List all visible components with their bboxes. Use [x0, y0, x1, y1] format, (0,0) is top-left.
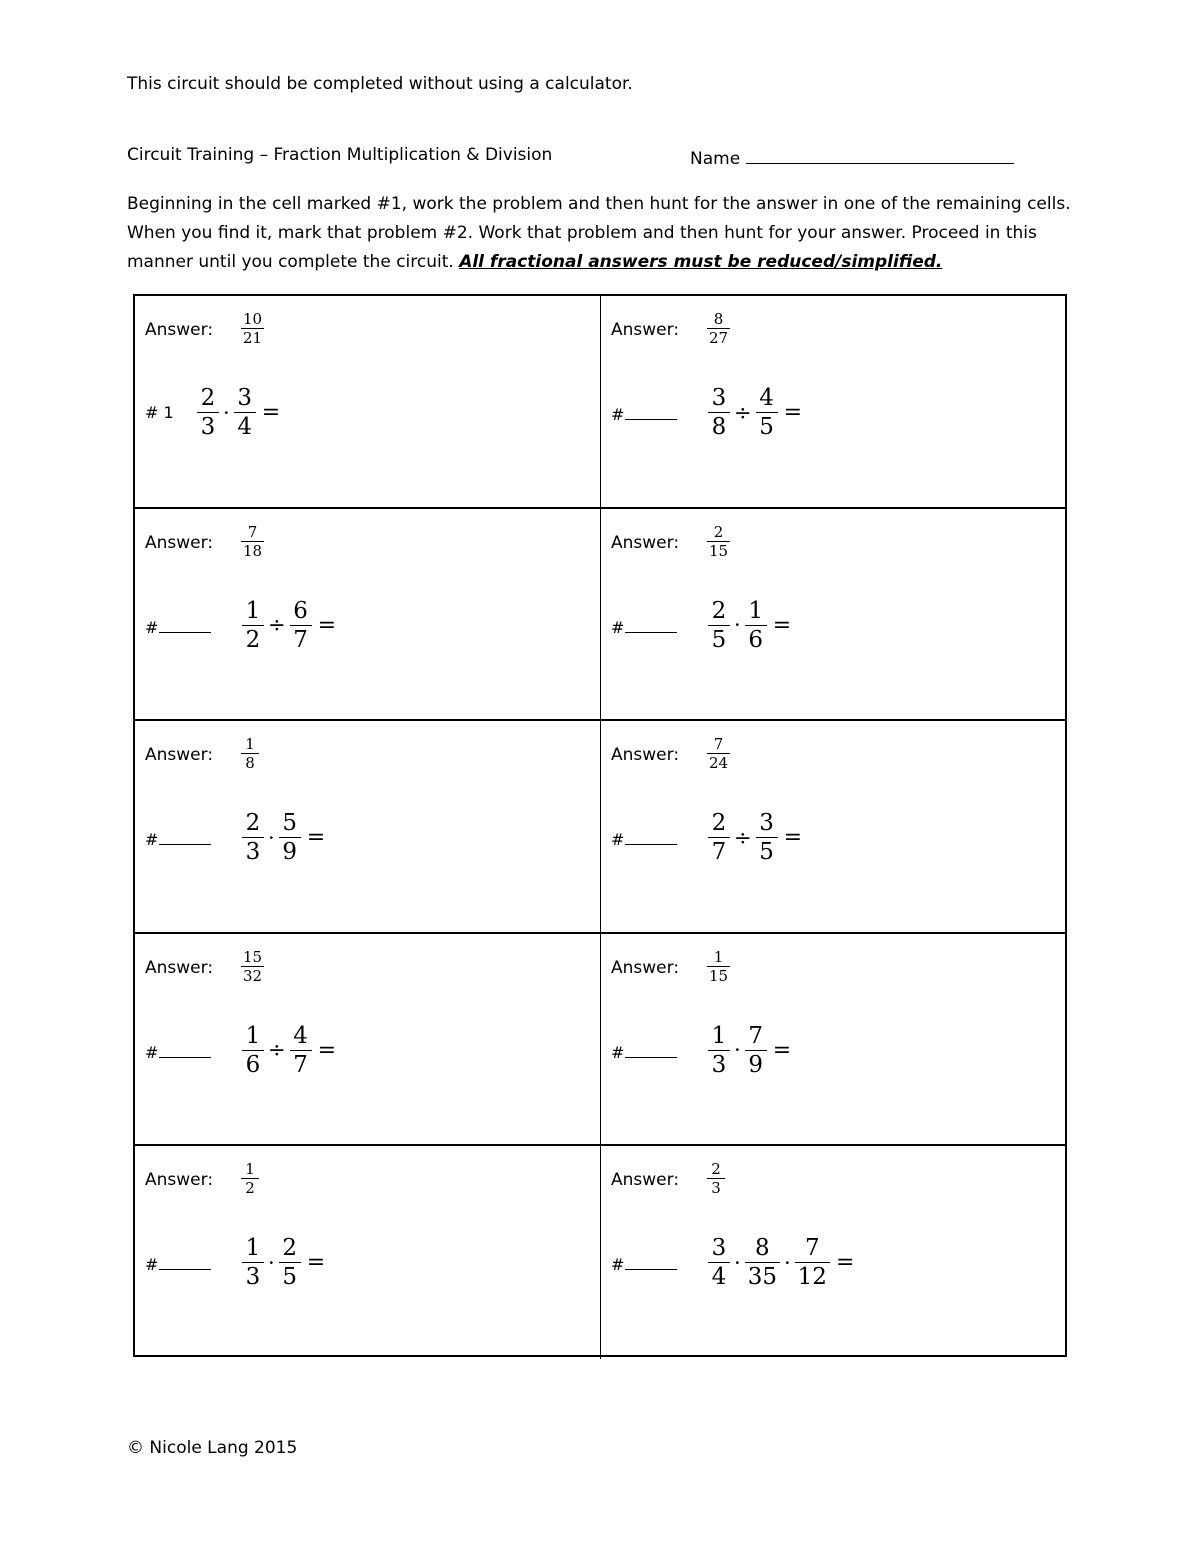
- instructions-text: Beginning in the cell marked #1, work the problem and then hunt for the answer in one of the remaining cells. When you find it, mark that problem #2. Work that problem and then hunt for your answer. Proceed in this manner until you complete the circuit.: [127, 194, 1071, 272]
- equals-sign: =: [835, 1250, 855, 1276]
- circuit-cell: [135, 296, 601, 509]
- problem-fraction: [708, 809, 730, 866]
- problem-number[interactable]: [611, 403, 677, 424]
- circuit-grid: [133, 294, 1067, 1357]
- answer-numerator: 10: [243, 310, 263, 328]
- problem-number-blank[interactable]: [159, 828, 211, 845]
- numerator: 1: [748, 597, 763, 624]
- equals-sign: =: [317, 612, 337, 638]
- operator: ·: [268, 825, 275, 850]
- problem-expression: [708, 1234, 854, 1291]
- answer-denominator: 8: [245, 754, 255, 773]
- equals-sign: =: [783, 400, 803, 425]
- problem-fraction: [745, 1022, 767, 1079]
- problem-fraction: [242, 1234, 264, 1291]
- answer-denominator: 21: [243, 329, 263, 347]
- problem-number[interactable]: [611, 1253, 677, 1274]
- problem-fraction: [279, 1234, 301, 1291]
- answer-fraction: [241, 735, 259, 772]
- denominator: 35: [747, 1264, 777, 1291]
- denominator: 5: [282, 1264, 297, 1291]
- answer-label: Answer:: [145, 745, 214, 766]
- circuit-cell: [135, 721, 601, 934]
- denominator: 3: [245, 839, 261, 866]
- answer-denominator: 18: [243, 541, 263, 560]
- problem-number-label: #: [611, 830, 625, 850]
- answer-numerator: 15: [243, 947, 263, 966]
- problem-number-label: #: [611, 1255, 625, 1275]
- answer-denominator: 15: [709, 541, 729, 560]
- denominator: 5: [711, 626, 727, 653]
- denominator: 4: [711, 1264, 727, 1291]
- equals-sign: =: [317, 1037, 337, 1063]
- problem-number-label: #: [145, 1255, 159, 1275]
- answer-numerator: 1: [713, 947, 724, 966]
- answer-numerator: 1: [245, 735, 255, 754]
- problem-fraction: [745, 597, 767, 654]
- equals-sign: =: [306, 825, 326, 851]
- answer-label: Answer:: [145, 957, 214, 978]
- circuit-cell: [135, 934, 601, 1147]
- operator: ÷: [734, 400, 752, 425]
- operator: ÷: [268, 613, 286, 638]
- problem-fraction: [234, 384, 256, 441]
- problem-fraction: [708, 1022, 730, 1079]
- numerator: 1: [245, 1235, 261, 1262]
- operator: ·: [734, 1038, 741, 1063]
- answer-denominator: 2: [245, 1179, 255, 1198]
- problem-number-blank[interactable]: [625, 1253, 677, 1270]
- answer-denominator: 3: [711, 1179, 721, 1198]
- problem-number-label: #: [145, 830, 159, 850]
- operator: ·: [734, 1250, 741, 1275]
- denominator: 8: [711, 414, 727, 440]
- answer-numerator: 7: [247, 522, 258, 541]
- problem-number[interactable]: [145, 1041, 211, 1062]
- problem-number-label: #: [611, 617, 625, 637]
- problem-expression: [708, 809, 802, 866]
- numerator: 3: [711, 385, 727, 411]
- answer-fraction: [241, 948, 264, 985]
- problem-expression: [242, 597, 336, 654]
- operator: ÷: [268, 1038, 286, 1063]
- problem-number-label: #: [611, 1042, 625, 1062]
- problem-fraction: [290, 597, 312, 654]
- numerator: 2: [711, 810, 727, 837]
- operator: ·: [268, 1250, 275, 1275]
- problem-number[interactable]: [611, 828, 677, 849]
- numerator: 3: [711, 1235, 727, 1262]
- problem-number-label: #: [145, 617, 159, 637]
- numerator: 5: [282, 810, 297, 837]
- problem-expression: [242, 1234, 325, 1291]
- name-field: [690, 145, 1014, 169]
- answer-label: Answer:: [145, 532, 214, 553]
- operator: ·: [223, 400, 230, 425]
- numerator: 2: [245, 810, 261, 837]
- denominator: 3: [200, 414, 216, 440]
- denominator: 7: [293, 626, 308, 653]
- problem-fraction: [708, 597, 730, 654]
- answer-numerator: 7: [713, 735, 724, 754]
- numerator: 6: [293, 597, 308, 624]
- problem-number[interactable]: [611, 616, 677, 637]
- problem-number-label: #: [611, 405, 625, 424]
- numerator: 2: [200, 385, 216, 411]
- answer-numerator: 1: [245, 1160, 255, 1179]
- problem-expression: [197, 384, 280, 441]
- answer-fraction: [707, 735, 730, 772]
- problem-fraction: [279, 809, 301, 866]
- circuit-cell: [135, 1146, 601, 1359]
- problem-number-blank[interactable]: [159, 1253, 211, 1270]
- problem-fraction: [708, 1234, 730, 1291]
- numerator: 1: [711, 1022, 727, 1049]
- numerator: 8: [755, 1235, 770, 1262]
- circuit-cell: [601, 721, 1067, 934]
- numerator: 7: [804, 1235, 820, 1262]
- denominator: 5: [759, 839, 774, 866]
- denominator: 9: [282, 839, 297, 866]
- numerator: 7: [748, 1022, 763, 1049]
- problem-fraction: [708, 384, 730, 441]
- denominator: 6: [748, 626, 763, 653]
- denominator: 3: [711, 1051, 727, 1078]
- problem-expression: [708, 384, 802, 441]
- problem-fraction: [290, 1022, 312, 1079]
- circuit-cell: [601, 296, 1067, 509]
- answer-fraction: [241, 523, 264, 560]
- answer-label: Answer:: [611, 745, 680, 766]
- answer-label: Answer:: [611, 1170, 680, 1191]
- problem-number[interactable]: [611, 1041, 677, 1062]
- problem-fraction: [795, 1234, 830, 1291]
- answer-label: Answer:: [145, 320, 214, 340]
- problem-expression: [242, 809, 325, 866]
- answer-label: Answer:: [145, 1170, 214, 1191]
- denominator: 3: [245, 1264, 261, 1291]
- problem-fraction: [756, 384, 778, 441]
- denominator: 12: [797, 1264, 827, 1291]
- problem-expression: [242, 1022, 336, 1079]
- answer-label: Answer:: [611, 532, 680, 553]
- problem-number-blank[interactable]: [625, 616, 677, 633]
- name-blank-line: [746, 145, 1014, 164]
- calculator-note: This circuit should be completed without using a calculator.: [127, 74, 633, 94]
- problem-fraction: [242, 597, 264, 654]
- answer-fraction: [241, 1160, 259, 1197]
- answer-numerator: 2: [713, 522, 724, 541]
- operator: ÷: [734, 825, 752, 850]
- equals-sign: =: [261, 400, 281, 425]
- answer-numerator: 8: [713, 310, 724, 328]
- problem-number: [145, 403, 174, 422]
- instructions: [127, 190, 1087, 277]
- problem-number-label: #: [145, 1042, 159, 1062]
- numerator: 2: [711, 597, 727, 624]
- answer-numerator: 2: [711, 1160, 721, 1179]
- answer-denominator: 27: [709, 329, 729, 347]
- problem-number-blank[interactable]: [159, 616, 211, 633]
- numerator: 4: [293, 1022, 308, 1049]
- problem-fraction: [242, 809, 264, 866]
- equals-sign: =: [772, 612, 792, 638]
- problem-number[interactable]: [145, 1253, 211, 1274]
- worksheet-title: Circuit Training – Fraction Multiplication & Division: [127, 145, 553, 165]
- problem-expression: [708, 1022, 791, 1079]
- problem-number-blank[interactable]: [625, 403, 677, 420]
- name-label: Name: [690, 149, 741, 169]
- answer-fraction: [707, 1160, 725, 1197]
- problem-number-blank[interactable]: [159, 1041, 211, 1058]
- equals-sign: =: [306, 1250, 326, 1276]
- problem-fraction: [745, 1234, 780, 1291]
- denominator: 7: [293, 1051, 308, 1078]
- copyright-footer: © Nicole Lang 2015: [127, 1438, 298, 1458]
- circuit-cell: [601, 934, 1067, 1147]
- numerator: 3: [759, 810, 774, 837]
- answer-label: Answer:: [611, 320, 680, 340]
- circuit-cell: [135, 509, 601, 722]
- answer-fraction: [241, 310, 264, 347]
- denominator: 4: [237, 414, 252, 440]
- denominator: 9: [748, 1051, 763, 1078]
- denominator: 5: [759, 414, 774, 440]
- numerator: 3: [237, 385, 252, 411]
- answer-fraction: [707, 310, 730, 347]
- numerator: 2: [282, 1235, 297, 1262]
- numerator: 1: [245, 1022, 261, 1049]
- denominator: 6: [245, 1051, 261, 1078]
- problem-fraction: [242, 1022, 264, 1079]
- circuit-cell: [601, 509, 1067, 722]
- problem-fraction: [756, 809, 778, 866]
- answer-denominator: 32: [243, 966, 263, 985]
- operator: ·: [734, 613, 741, 638]
- answer-label: Answer:: [611, 957, 680, 978]
- problem-number[interactable]: [145, 616, 211, 637]
- answer-fraction: [707, 523, 730, 560]
- answer-denominator: 15: [709, 966, 729, 985]
- equals-sign: =: [772, 1037, 792, 1063]
- instructions-emphasis: All fractional answers must be reduced/simplified.: [459, 252, 943, 272]
- problem-number-label: # 1: [145, 403, 174, 422]
- numerator: 1: [245, 597, 261, 624]
- answer-fraction: [707, 948, 730, 985]
- problem-number-blank[interactable]: [625, 1041, 677, 1058]
- numerator: 4: [759, 385, 774, 411]
- problem-expression: [708, 597, 791, 654]
- problem-fraction: [197, 384, 219, 441]
- circuit-cell: [601, 1146, 1067, 1359]
- operator: ·: [783, 1250, 791, 1275]
- equals-sign: =: [783, 825, 803, 851]
- denominator: 7: [711, 839, 727, 866]
- denominator: 2: [245, 626, 261, 653]
- answer-denominator: 24: [709, 754, 729, 773]
- problem-number-blank[interactable]: [625, 828, 677, 845]
- problem-number[interactable]: [145, 828, 211, 849]
